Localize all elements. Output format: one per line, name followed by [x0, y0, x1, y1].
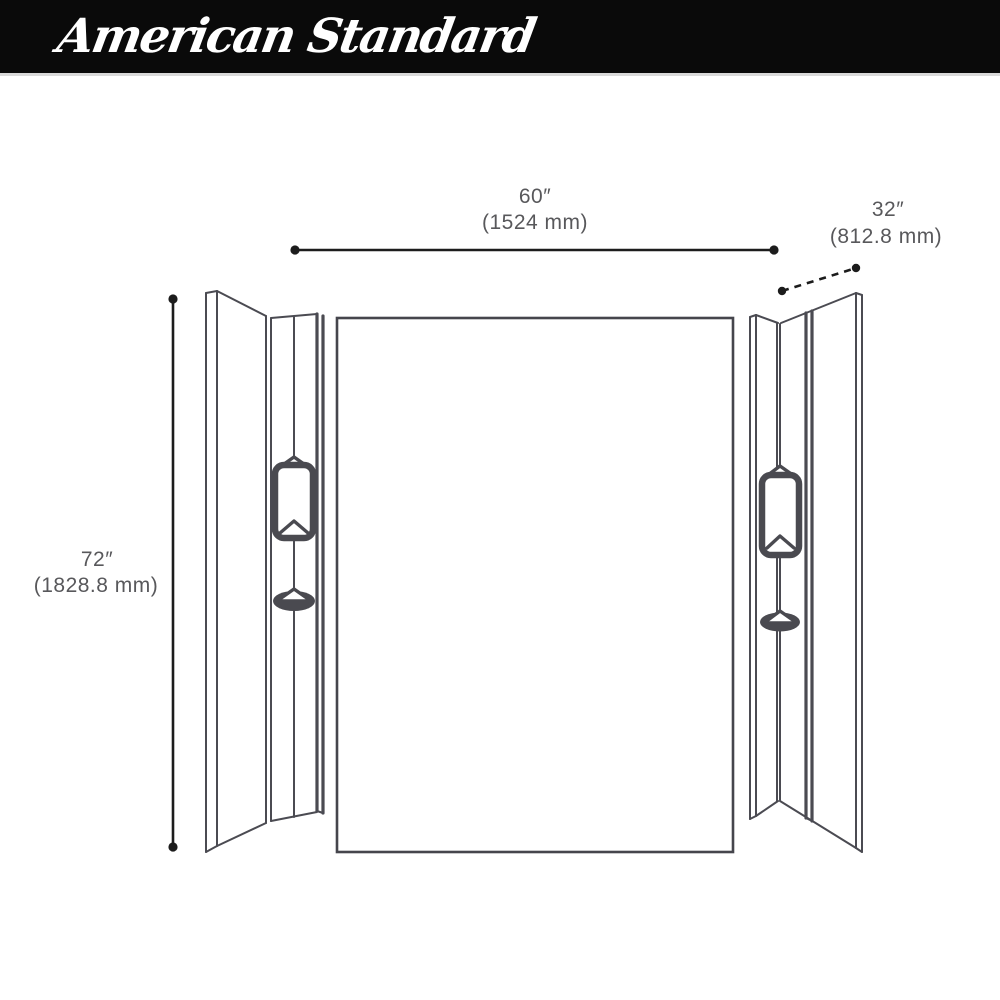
height-metric-label: (1828.8 mm) — [33, 574, 159, 597]
right-side-panel — [750, 293, 862, 852]
width-dimension-line — [290, 245, 778, 254]
back-wall-panel — [337, 318, 733, 852]
left-corner-basket — [275, 457, 313, 538]
right-corner-shelf — [760, 611, 800, 632]
height-inches-label: 72″ — [80, 548, 114, 571]
height-dimension-line — [168, 294, 177, 851]
depth-metric-label: (812.8 mm) — [829, 225, 943, 248]
width-inches-label: 60″ — [518, 185, 552, 208]
right-corner-basket — [762, 466, 799, 555]
depth-inches-label: 32″ — [871, 198, 905, 221]
left-side-panel — [206, 291, 323, 852]
width-metric-label: (1524 mm) — [481, 211, 589, 234]
depth-dimension-line — [778, 264, 860, 295]
left-corner-shelf — [273, 589, 315, 611]
american-standard-logo: American Standard — [53, 9, 539, 64]
